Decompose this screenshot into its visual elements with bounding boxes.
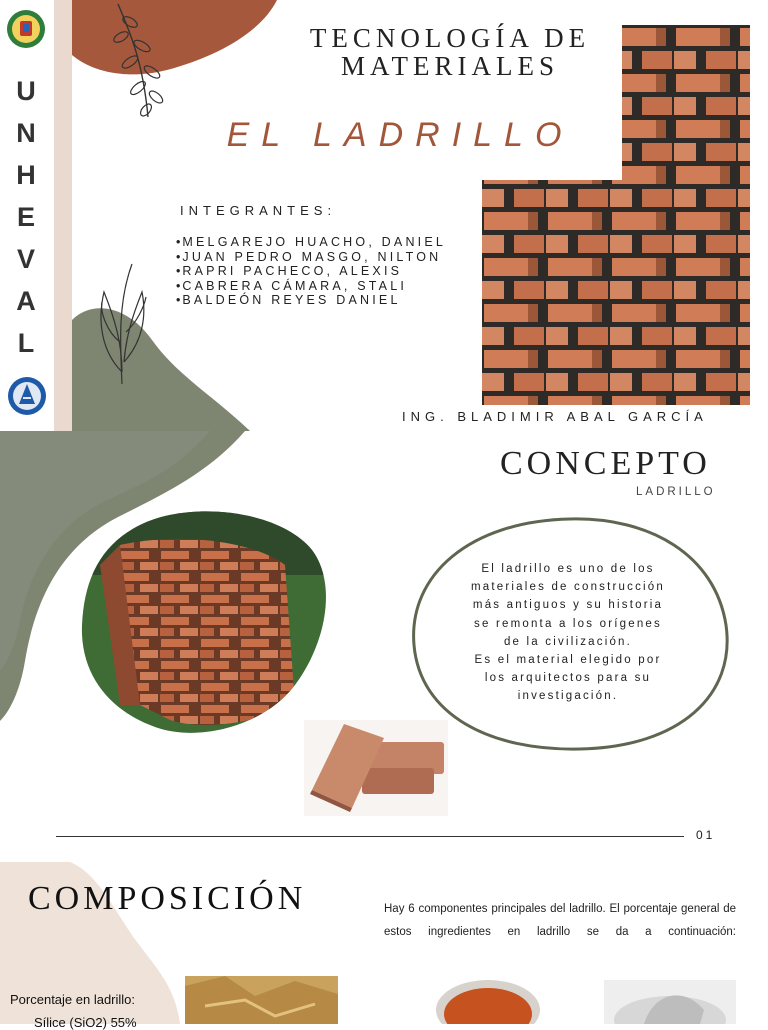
sidebar-letter: N [16, 118, 38, 148]
list-item: • BALDEÓN REYES DANIEL [176, 293, 446, 308]
lime-powder-photo [604, 980, 736, 1024]
list-item: Sílice (SiO2) 55% [34, 1015, 137, 1030]
section-title: COMPOSICIÓN [28, 880, 307, 917]
section-subtitle: LADRILLO [636, 486, 716, 498]
sidebar-letter: H [16, 160, 38, 190]
university-seal-icon [6, 8, 46, 50]
section-title: CONCEPTO [500, 445, 711, 482]
list-item: • MELGAREJO HUACHO, DANIEL [176, 235, 446, 250]
terracotta-blob-shape [72, 0, 282, 80]
description-line: materiales de construcción [471, 581, 665, 594]
clay-material-photo [185, 976, 338, 1024]
members-list [176, 235, 446, 308]
unheval-vertical-text [0, 70, 54, 364]
leaf-branch-icon [108, 2, 168, 122]
section-divider [56, 836, 684, 837]
faculty-seal-icon [7, 374, 47, 418]
page-number: 01 [696, 828, 716, 842]
title-line-1: TECNOLOGÍA DE [309, 23, 591, 53]
sidebar-letter: U [16, 76, 38, 106]
list-item: • RAPRI PACHECO, ALEXIS [176, 264, 446, 279]
loose-bricks-photo [304, 720, 448, 816]
description-line: de la civilización. [503, 635, 633, 648]
members-heading: INTEGRANTES: [180, 203, 337, 218]
grass-plant-icon [92, 262, 152, 386]
description-line: El ladrillo es uno de los [481, 563, 655, 575]
concept-description [432, 560, 704, 706]
curved-brick-wall-photo [80, 505, 328, 737]
sidebar-strip [54, 0, 72, 431]
sidebar-letter: A [16, 286, 38, 316]
description-line: se remonta a los orígenes [474, 617, 662, 630]
percentage-label: Porcentaje en ladrillo: [10, 992, 136, 1007]
document-subtitle: EL LADRILLO [226, 116, 574, 154]
page-title [260, 24, 640, 80]
professor-name: ING. BLADIMIR ABAL GARCÍA [402, 409, 708, 424]
description-line: más antiguos y su historia [472, 599, 664, 612]
sidebar-letter: E [16, 202, 37, 232]
brick-wall-photo [482, 25, 750, 405]
description-line: Es el material elegido por [474, 654, 662, 667]
sidebar-letter: V [16, 244, 37, 274]
description-line: investigación. [517, 690, 619, 703]
description-line: los arquitectos para su [484, 672, 652, 685]
list-item: • CABRERA CÁMARA, STALI [176, 279, 446, 294]
title-line-2: MATERIALES [341, 51, 559, 81]
iron-oxide-powder-photo [430, 976, 546, 1024]
list-item: • JUAN PEDRO MASGO, NILTON [176, 250, 446, 265]
sidebar-letter: L [17, 328, 37, 358]
composition-intro: Hay 6 componentes principales del ladrillo. El porcentaje general de estos ingredientes en ladrillo se da a continuación: [384, 903, 736, 938]
